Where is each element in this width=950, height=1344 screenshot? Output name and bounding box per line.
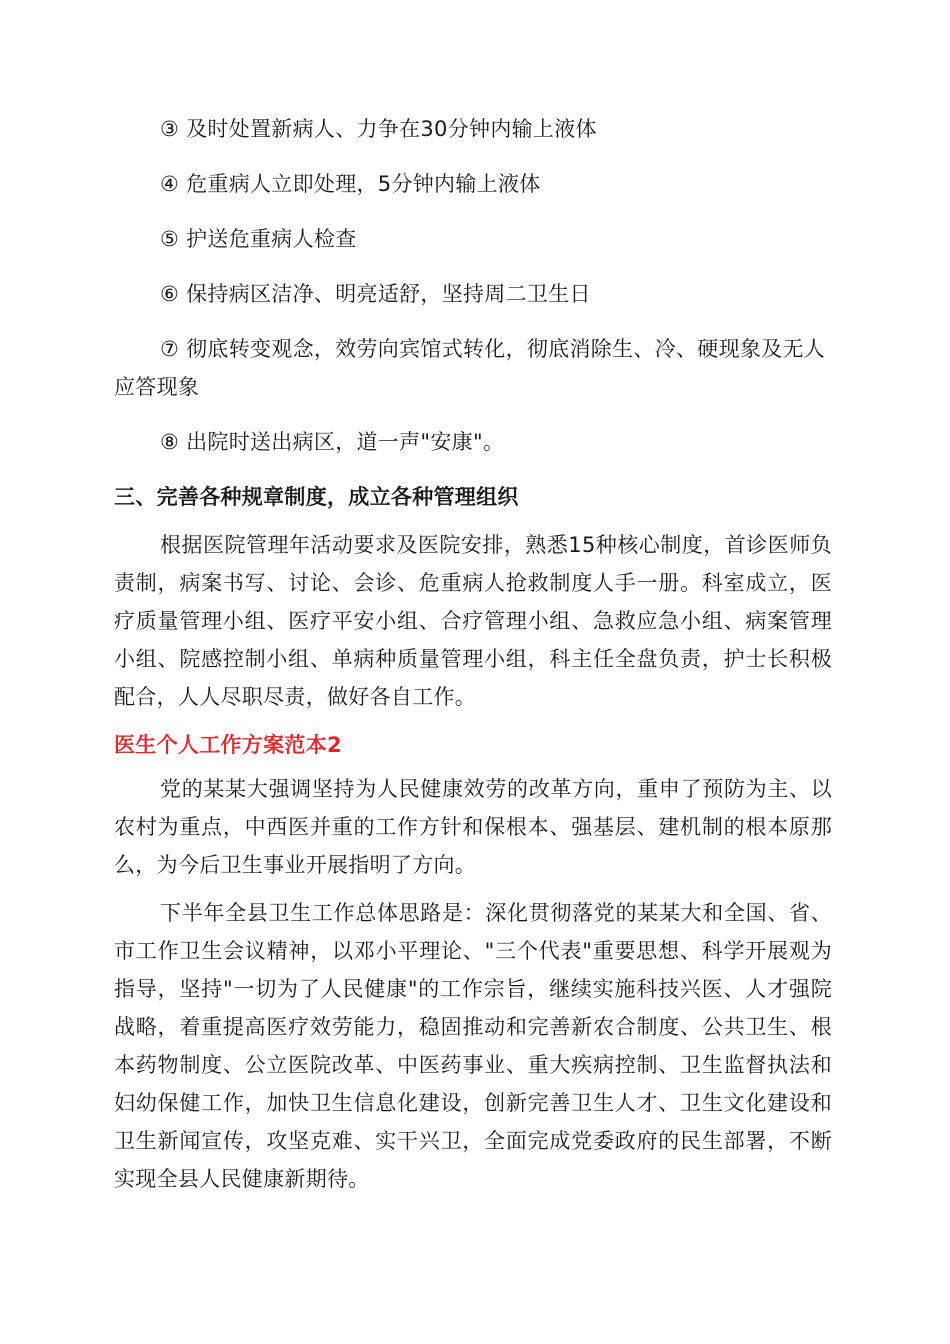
section-3-heading: 三、完善各种规章制度，成立各种管理组织 bbox=[114, 485, 519, 509]
list-item-4: ④ 危重病人立即处理，5分钟内输上液体 bbox=[160, 172, 541, 196]
section-3-paragraph: 根据医院管理年活动要求及医院安排，熟悉15种核心制度，首诊医师负责制，病案书写、讨论、会诊、危重病人抢救制度人手一册。科室成立，医疗质量管理小组、医疗平安小组、合疗管理小组、急救应急小组、病案管理小组、院感控制小组、单病种质量管理小组，科主任全盘负责，护士长积极配合，人人尽职尽责，做好各自工作。 bbox=[114, 533, 832, 709]
document-page bbox=[114, 110, 832, 1208]
document-2-title: 医生个人工作方案范本2 bbox=[114, 733, 342, 757]
list-item-6: ⑥ 保持病区洁净、明亮适舒，坚持周二卫生日 bbox=[160, 282, 591, 306]
list-item-7: ⑦ 彻底转变观念，效劳向宾馆式转化，彻底消除生、冷、硬现象及无人应答现象 bbox=[114, 337, 826, 399]
list-item-3: ③ 及时处置新病人、力争在30分钟内输上液体 bbox=[160, 117, 597, 141]
document-2-paragraph-1: 党的某某大强调坚持为人民健康效劳的改革方向，重申了预防为主、以农村为重点，中西医并重的工作方针和保根本、强基层、建机制的根本原那么，为今后卫生事业开展指明了方向。 bbox=[114, 777, 832, 877]
list-item-8: ⑧ 出院时送出病区，道一声"安康"。 bbox=[160, 430, 505, 454]
document-2-paragraph-2: 下半年全县卫生工作总体思路是：深化贯彻落党的某某大和全国、省、市工作卫生会议精神，以邓小平理论、"三个代表"重要思想、科学开展观为指导，坚持"一切为了人民健康"的工作宗旨，继续实施科技兴医、人才强院战略，着重提高医疗效劳能力，稳固推动和完善新农合制度、公共卫生、根本药物制度、公立医院改革、中医药事业、重大疾病控制、卫生监督执法和妇幼保健工作，加快卫生信息化建设，创新完善卫生人才、卫生文化建设和卫生新闻宣传，攻坚克难、实干兴卫，全面完成党委政府的民生部署，不断实现全县人民健康新期待。 bbox=[114, 901, 832, 1191]
list-item-5: ⑤ 护送危重病人检查 bbox=[160, 227, 357, 251]
